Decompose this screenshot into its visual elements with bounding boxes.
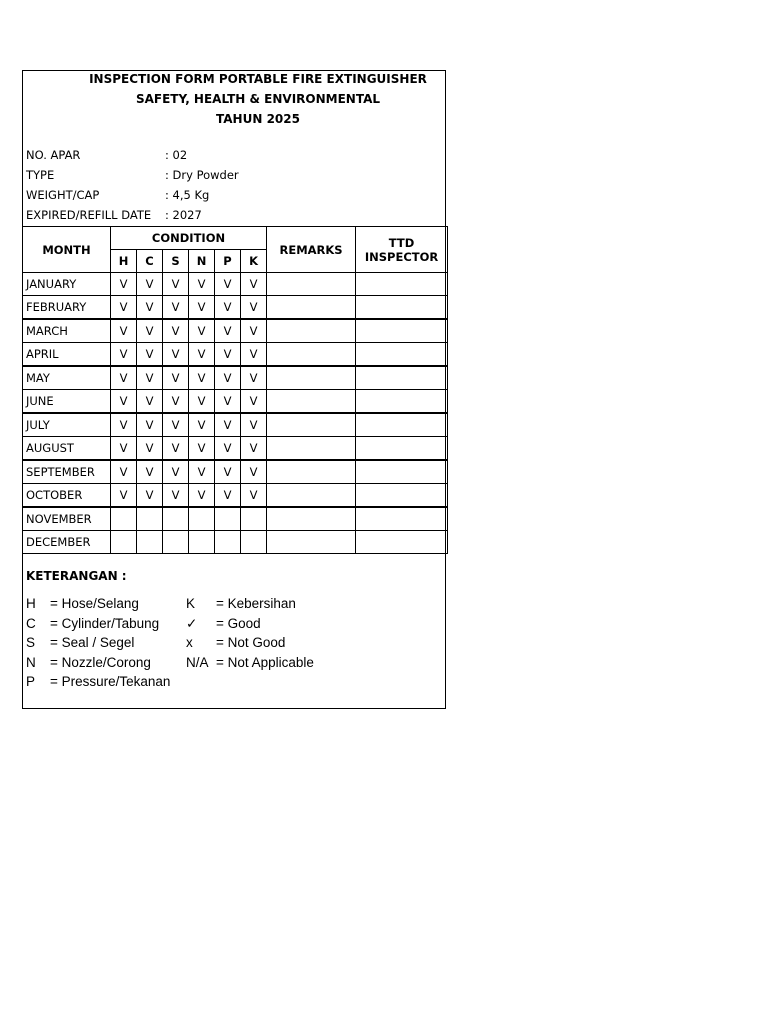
condition-mark-cell[interactable]: V — [241, 366, 267, 390]
condition-mark-cell[interactable]: V — [111, 390, 137, 414]
condition-mark-cell[interactable]: V — [163, 296, 189, 320]
condition-code-header: H — [111, 250, 137, 273]
inspector-signature-cell[interactable] — [356, 273, 448, 296]
month-header: MONTH — [23, 227, 111, 273]
condition-mark-cell[interactable] — [241, 507, 267, 531]
legend-code: H — [26, 596, 36, 611]
legend-item — [186, 635, 376, 653]
month-cell: SEPTEMBER — [23, 460, 111, 484]
condition-mark-cell[interactable]: V — [241, 437, 267, 461]
expired-value: : 2027 — [165, 208, 202, 222]
inspector-signature-cell[interactable] — [356, 413, 448, 437]
table-row — [23, 319, 448, 343]
legend-description: = Nozzle/Corong — [50, 654, 151, 670]
inspector-signature-cell[interactable] — [356, 343, 448, 367]
condition-mark-cell[interactable]: V — [137, 319, 163, 343]
condition-code-header: S — [163, 250, 189, 273]
condition-mark-cell[interactable]: V — [111, 413, 137, 437]
legend-code: x — [186, 635, 193, 650]
legend-item — [186, 596, 376, 614]
legend-title: KETERANGAN : — [26, 569, 127, 583]
month-cell: NOVEMBER — [23, 507, 111, 531]
legend-description: = Not Applicable — [216, 654, 314, 670]
table-row — [23, 484, 448, 508]
condition-mark-cell[interactable]: V — [163, 437, 189, 461]
inspector-signature-cell[interactable] — [356, 437, 448, 461]
month-cell: DECEMBER — [23, 531, 111, 554]
expired-label: EXPIRED/REFILL DATE — [26, 208, 152, 222]
condition-code-header: P — [215, 250, 241, 273]
legend-code: P — [26, 674, 36, 689]
condition-mark-cell[interactable]: V — [189, 296, 215, 320]
condition-mark-cell[interactable]: V — [215, 273, 241, 296]
ttd-inspector-header — [356, 227, 448, 273]
condition-mark-cell[interactable]: V — [163, 484, 189, 508]
condition-mark-cell[interactable] — [137, 507, 163, 531]
condition-mark-cell[interactable] — [215, 531, 241, 554]
condition-mark-cell[interactable]: V — [137, 366, 163, 390]
legend-code: N — [26, 654, 36, 670]
legend-description: = Kebersihan — [216, 596, 296, 611]
table-row — [23, 413, 448, 437]
condition-mark-cell[interactable]: V — [215, 437, 241, 461]
legend-description: = Good — [216, 615, 261, 631]
condition-mark-cell[interactable]: V — [241, 390, 267, 414]
remarks-cell[interactable] — [267, 484, 356, 508]
inspector-signature-cell[interactable] — [356, 390, 448, 414]
condition-mark-cell[interactable]: V — [163, 273, 189, 296]
remarks-cell[interactable] — [267, 366, 356, 390]
remarks-cell[interactable] — [267, 296, 356, 320]
condition-mark-cell[interactable]: V — [137, 437, 163, 461]
legend-code: C — [26, 615, 36, 631]
condition-mark-cell[interactable]: V — [137, 484, 163, 508]
inspector-signature-cell[interactable] — [356, 366, 448, 390]
type-label: TYPE — [26, 168, 55, 182]
condition-mark-cell[interactable]: V — [163, 343, 189, 367]
table-row — [23, 531, 448, 554]
remarks-cell[interactable] — [267, 343, 356, 367]
condition-mark-cell[interactable]: V — [137, 273, 163, 296]
condition-mark-cell[interactable]: V — [111, 460, 137, 484]
remarks-cell[interactable] — [267, 531, 356, 554]
condition-code-header: N — [189, 250, 215, 273]
condition-mark-cell[interactable]: V — [189, 484, 215, 508]
remarks-cell[interactable] — [267, 319, 356, 343]
ttd-header-line-1: TTD — [388, 235, 415, 250]
month-cell: JANUARY — [23, 273, 111, 296]
legend-item — [186, 655, 376, 673]
remarks-cell[interactable] — [267, 390, 356, 414]
legend-code: N/A — [186, 654, 209, 670]
condition-mark-cell[interactable]: V — [111, 319, 137, 343]
condition-mark-cell[interactable]: V — [163, 413, 189, 437]
condition-mark-cell[interactable]: V — [215, 343, 241, 367]
inspection-table — [22, 226, 448, 554]
inspector-signature-cell[interactable] — [356, 507, 448, 531]
condition-mark-cell[interactable]: V — [215, 319, 241, 343]
inspector-signature-cell[interactable] — [356, 296, 448, 320]
condition-mark-cell[interactable]: V — [189, 343, 215, 367]
condition-header: CONDITION — [111, 227, 267, 250]
remarks-cell[interactable] — [267, 437, 356, 461]
condition-mark-cell[interactable]: V — [111, 343, 137, 367]
condition-mark-cell[interactable]: V — [215, 460, 241, 484]
condition-mark-cell[interactable]: V — [241, 296, 267, 320]
condition-mark-cell[interactable]: V — [137, 390, 163, 414]
remarks-cell[interactable] — [267, 507, 356, 531]
condition-mark-cell[interactable]: V — [215, 390, 241, 414]
type-value: : Dry Powder — [165, 168, 239, 182]
condition-mark-cell[interactable]: V — [189, 366, 215, 390]
condition-mark-cell[interactable]: V — [137, 413, 163, 437]
table-row — [23, 296, 448, 320]
condition-mark-cell[interactable] — [189, 531, 215, 554]
condition-mark-cell[interactable]: V — [215, 366, 241, 390]
condition-code-header: K — [241, 250, 267, 273]
condition-mark-cell[interactable]: V — [137, 343, 163, 367]
condition-mark-cell[interactable] — [137, 531, 163, 554]
condition-mark-cell[interactable]: V — [137, 460, 163, 484]
table-row — [23, 507, 448, 531]
condition-mark-cell[interactable]: V — [163, 319, 189, 343]
condition-mark-cell[interactable]: V — [215, 484, 241, 508]
ttd-header-line-2: INSPECTOR — [364, 249, 439, 264]
month-cell: OCTOBER — [23, 484, 111, 508]
no-apar-label: NO. APAR — [26, 148, 81, 162]
remarks-cell[interactable] — [267, 413, 356, 437]
inspector-signature-cell[interactable] — [356, 460, 448, 484]
month-cell: JULY — [23, 413, 111, 437]
no-apar-value: : 02 — [165, 148, 188, 162]
inspector-signature-cell[interactable] — [356, 484, 448, 508]
condition-mark-cell[interactable]: V — [241, 319, 267, 343]
condition-mark-cell[interactable]: V — [215, 296, 241, 320]
legend-code: K — [186, 596, 196, 611]
form-title-line-2: SAFETY, HEALTH & ENVIRONMENTAL — [135, 92, 381, 106]
legend-description: = Seal / Segel — [50, 635, 135, 650]
condition-mark-cell[interactable] — [215, 507, 241, 531]
form-title-line-3: TAHUN 2025 — [216, 112, 300, 126]
condition-mark-cell[interactable] — [163, 507, 189, 531]
condition-mark-cell[interactable]: V — [111, 296, 137, 320]
table-row — [23, 366, 448, 390]
legend-description: = Not Good — [216, 635, 286, 650]
remarks-header: REMARKS — [267, 227, 356, 273]
table-row — [23, 437, 448, 461]
table-row — [23, 343, 448, 367]
condition-mark-cell[interactable]: V — [111, 437, 137, 461]
month-cell: AUGUST — [23, 437, 111, 461]
month-cell: MAY — [23, 366, 111, 390]
legend-code: ✓ — [186, 615, 198, 631]
remarks-cell[interactable] — [267, 273, 356, 296]
condition-mark-cell[interactable]: V — [241, 413, 267, 437]
condition-mark-cell[interactable] — [163, 531, 189, 554]
condition-mark-cell[interactable]: V — [241, 273, 267, 296]
month-cell: FEBRUARY — [23, 296, 111, 320]
month-cell: JUNE — [23, 390, 111, 414]
condition-mark-cell[interactable]: V — [241, 460, 267, 484]
condition-mark-cell[interactable]: V — [189, 460, 215, 484]
month-cell: MARCH — [23, 319, 111, 343]
legend-item — [186, 616, 376, 634]
weight-value: : 4,5 Kg — [165, 188, 210, 202]
legend-item — [26, 674, 216, 692]
table-row — [23, 460, 448, 484]
condition-mark-cell[interactable]: V — [163, 366, 189, 390]
month-cell: APRIL — [23, 343, 111, 367]
condition-mark-cell[interactable] — [111, 531, 137, 554]
form-title-line-1: INSPECTION FORM PORTABLE FIRE EXTINGUISHER — [89, 72, 427, 86]
condition-mark-cell[interactable]: V — [241, 484, 267, 508]
condition-mark-cell[interactable]: V — [215, 413, 241, 437]
legend-description: = Pressure/Tekanan — [50, 674, 171, 689]
condition-mark-cell[interactable]: V — [189, 390, 215, 414]
legend-description: = Cylinder/Tabung — [50, 615, 160, 631]
inspector-signature-cell[interactable] — [356, 531, 448, 554]
condition-mark-cell[interactable]: V — [189, 273, 215, 296]
condition-mark-cell[interactable]: V — [241, 343, 267, 367]
table-row — [23, 390, 448, 414]
weight-label: WEIGHT/CAP — [26, 188, 100, 202]
remarks-cell[interactable] — [267, 460, 356, 484]
legend-code: S — [26, 635, 36, 650]
condition-mark-cell[interactable]: V — [163, 390, 189, 414]
condition-mark-cell[interactable]: V — [189, 413, 215, 437]
condition-mark-cell[interactable]: V — [137, 296, 163, 320]
condition-mark-cell[interactable] — [189, 507, 215, 531]
inspection-form — [22, 70, 446, 709]
inspector-signature-cell[interactable] — [356, 319, 448, 343]
legend-description: = Hose/Selang — [50, 596, 139, 611]
condition-mark-cell[interactable] — [241, 531, 267, 554]
condition-mark-cell[interactable]: V — [111, 366, 137, 390]
condition-mark-cell[interactable]: V — [111, 273, 137, 296]
condition-mark-cell[interactable] — [111, 507, 137, 531]
condition-mark-cell[interactable]: V — [189, 437, 215, 461]
condition-code-header: C — [137, 250, 163, 273]
condition-mark-cell[interactable]: V — [163, 460, 189, 484]
condition-mark-cell[interactable]: V — [189, 319, 215, 343]
condition-mark-cell[interactable]: V — [111, 484, 137, 508]
table-row — [23, 273, 448, 296]
